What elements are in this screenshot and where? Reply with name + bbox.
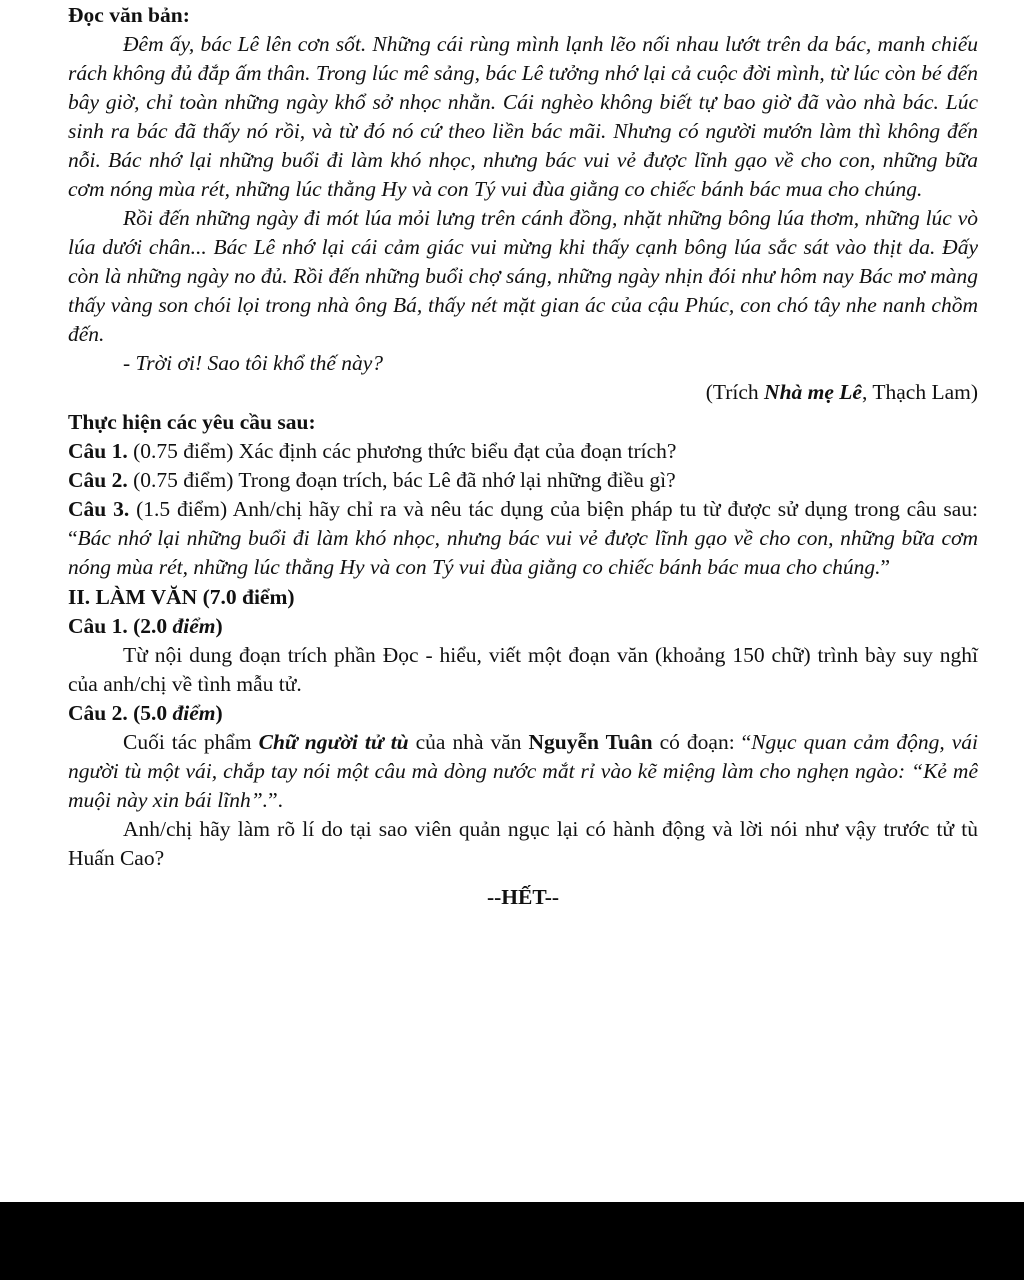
wq1-label-italic: điểm [172,614,216,638]
source-title: Nhà mẹ Lê [764,380,862,404]
reading-heading: Đọc văn bản: [68,3,190,27]
wq2-label: Câu 2. (5.0 [68,701,173,725]
writing-question-1-text: Từ nội dung đoạn trích phần Đọc - hiểu, viết một đoạn văn (khoảng 150 chữ) trình bày suy nghĩ của anh/chị về tình mẫu tử. [68,643,978,696]
wq2-label-italic: điểm [172,701,216,725]
question-3 [68,495,978,582]
question-3-label: Câu 3. [68,497,130,521]
question-1 [68,437,978,466]
source-citation [68,378,978,407]
reading-exclamation: - Trời ơi! Sao tôi khổ thế này? [123,351,384,375]
wq2-mid: của nhà văn [408,730,529,754]
wq2-lead: có đoạn: “ [652,730,752,754]
question-3-end: ” [880,555,890,579]
wq2-work-title: Chữ người tử tù [258,730,409,754]
tasks-heading: Thực hiện các yêu cầu sau: [68,410,316,434]
writing-question-1-label [68,612,978,641]
wq1-label: Câu 1. (2.0 [68,614,173,638]
question-3-quote: Bác nhớ lại những buổi đi làm khó nhọc, nhưng bác vui vẻ được lĩnh gạo về cho con, những bữa cơm nóng mùa rét, những lúc thằng Hy và con Tý vui đùa giằng co chiếc bánh bác mua cho chúng. [68,526,978,579]
question-1-label: Câu 1. [68,439,128,463]
writing-question-2-paragraph-1 [68,728,978,815]
writing-question-2-label [68,699,978,728]
wq2-quote: Ngục quan cảm động, vái người tù một vái, chắp tay nói một câu mà dòng nước mắt rỉ vào kẽ miệng làm cho nghẹn ngào: “Kẻ mê muội này xin bái lĩnh”. [68,730,978,812]
question-2-label: Câu 2. [68,468,128,492]
reading-paragraph-1: Đêm ấy, bác Lê lên cơn sốt. Những cái rùng mình lạnh lẽo nối nhau lướt trên da bác, manh chiếu rách không đủ đắp ấm thân. Trong lúc mê sảng, bác Lê tưởng nhớ lại cả cuộc đời mình, từ lúc còn bé đến bây giờ, chỉ toàn những ngày khổ sở nhọc nhằn. Cái nghèo không biết tự bao giờ đã vào nhà bác. Lúc sinh ra bác đã thấy nó rồi, và từ đó nó cứ theo liền bác mãi. Nhưng có người mướn làm thì không đến nỗi. Bác nhớ lại những buổi đi làm khó nhọc, nhưng bác vui vẻ được lĩnh gạo về cho con, những bữa cơm nóng mùa rét, những lúc thằng Hy và con Tý vui đùa giằng co chiếc bánh bác mua cho chúng. [68,32,978,201]
wq2-author: Nguyễn Tuân [528,730,653,754]
wq2-label-end: ) [215,701,223,725]
writing-heading: II. LÀM VĂN (7.0 điểm) [68,585,295,609]
wq2-intro: Cuối tác phẩm [123,730,259,754]
question-1-text: (0.75 điểm) Xác định các phương thức biểu đạt của đoạn trích? [127,439,677,463]
question-2 [68,466,978,495]
reading-paragraph-2: Rồi đến những ngày đi mót lúa mỏi lưng trên cánh đồng, nhặt những bông lúa thơm, những lúc vò lúa dưới chân... Bác Lê nhớ lại cái cảm giác vui mừng khi thấy cạnh bông lúa sắc sát vào thịt da. Đấy còn là những ngày no đủ. Rồi đến những buổi chợ sáng, những ngày nhịn đói như hôm nay Bác mơ màng thấy vàng son chói lọi trong nhà ông Bá, thấy nét mặt gian ác của cậu Phúc, con chó tây nhe nanh chồm đến. [68,206,978,346]
wq2-end: ”. [268,788,283,812]
document-content [68,0,978,912]
source-prefix: (Trích [705,380,765,404]
source-suffix: , Thạch Lam) [861,380,978,404]
question-2-text: (0.75 điểm) Trong đoạn trích, bác Lê đã nhớ lại những điều gì? [127,468,676,492]
question-3-text: (1.5 điểm) Anh/chị hãy chỉ ra và nêu tác dụng của biện pháp tu từ được sử dụng trong câu sau: “ [68,497,978,550]
end-mark: --HẾT-- [486,885,560,909]
wq1-label-end: ) [215,614,223,638]
writing-question-2-paragraph-2: Anh/chị hãy làm rõ lí do tại sao viên quản ngục lại có hành động và lời nói như vậy trước tử tù Huấn Cao? [68,817,978,870]
